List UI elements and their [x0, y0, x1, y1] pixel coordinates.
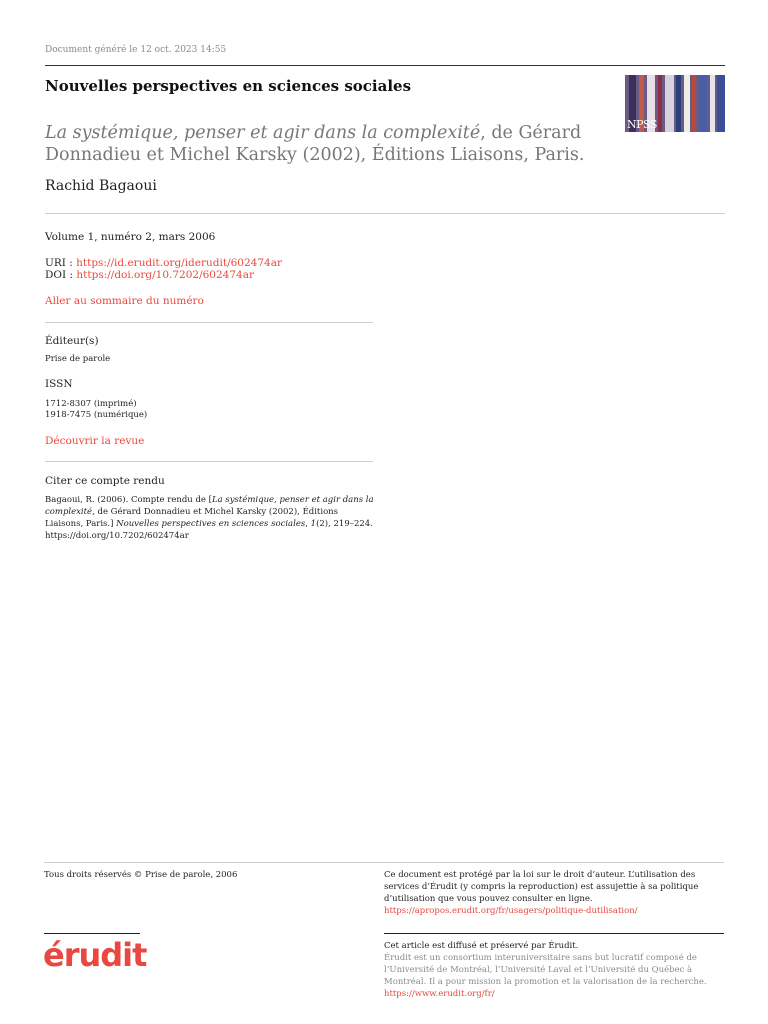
doi-line	[45, 269, 254, 282]
issue-volume: Volume 1, numéro 2, mars 2006	[45, 231, 216, 243]
rights-notice: Tous droits réservés © Prise de parole, 2006	[44, 870, 238, 880]
article-title-rest: , de Gérard Donnadieu et Michel Karsky (2002), Éditions Liaisons, Paris.	[45, 123, 585, 165]
top-divider	[45, 65, 725, 66]
journal-title: Nouvelles perspectives en sciences sociales	[45, 77, 412, 95]
publisher-name: Prise de parole	[45, 354, 111, 364]
divider	[45, 461, 373, 462]
copyright-text: Ce document est protégé par la loi sur le droit d’auteur. L’utilisation des services d’Érudit (y compris la reproduction) est assujettie à sa politique d’utilisation que vous pouvez consulter en ligne.	[384, 870, 699, 904]
doi-label: DOI :	[45, 269, 77, 281]
uri-label: URI :	[45, 257, 77, 269]
generated-date: Document généré le 12 oct. 2023 14:55	[45, 45, 227, 55]
discover-journal-link[interactable]: Découvrir la revue	[45, 435, 145, 447]
citation-part: , de Gérard Donnadieu et Michel Karsky (2002), Éditions Liaisons, Paris.]	[45, 507, 339, 529]
toc-link[interactable]: Aller au sommaire du numéro	[45, 295, 204, 307]
issn-heading: ISSN	[45, 378, 73, 390]
citation-part: ,	[305, 519, 311, 529]
journal-cover-image	[625, 75, 725, 132]
issn-print: 1712-8307 (imprimé)	[45, 399, 137, 409]
erudit-logo[interactable]: érudit	[43, 936, 147, 974]
citation-heading: Citer ce compte rendu	[45, 475, 165, 487]
citation-part: Bagaoui, R. (2006). Compte rendu de [	[45, 495, 212, 505]
erudit-link[interactable]: https://www.erudit.org/fr/	[384, 989, 495, 999]
citation-text	[45, 494, 375, 542]
citation-volume: 1	[310, 519, 317, 529]
citation-part: (2), 219–224.	[316, 519, 373, 529]
diffusion-heading: Cet article est diffusé et préservé par Érudit.	[384, 941, 579, 951]
footer-divider	[44, 862, 724, 863]
divider	[45, 322, 373, 323]
article-title-italic: La systémique, penser et agir dans la complexité	[45, 123, 481, 143]
diffusion-notice	[384, 940, 714, 1000]
logo-divider	[44, 933, 140, 934]
policy-link[interactable]: https://apropos.erudit.org/fr/usagers/politique-dutilisation/	[384, 906, 638, 916]
citation-title: La systémique, penser et agir dans la complexité	[45, 495, 374, 517]
author-name: Rachid Bagaoui	[45, 178, 157, 194]
publisher-heading: Éditeur(s)	[45, 335, 99, 347]
issn-digital: 1918-7475 (numérique)	[45, 410, 148, 420]
article-title	[45, 122, 605, 166]
diffusion-divider	[384, 933, 724, 934]
copyright-notice	[384, 869, 704, 917]
cover-label: NPSS	[627, 118, 657, 131]
citation-journal: Nouvelles perspectives en sciences sociales	[116, 519, 306, 529]
uri-link[interactable]: https://id.erudit.org/iderudit/602474ar	[76, 257, 282, 269]
citation-doi: https://doi.org/10.7202/602474ar	[45, 531, 189, 541]
diffusion-text: Érudit est un consortium interuniversitaire sans but lucratif composé de l’Université de Montréal, l’Université Laval et l’Université du Québec à Montréal. Il a pour mission la promotion et la valorisation de la recherche.	[384, 953, 707, 987]
section-divider	[45, 213, 725, 214]
doi-link[interactable]: https://doi.org/10.7202/602474ar	[76, 269, 254, 281]
